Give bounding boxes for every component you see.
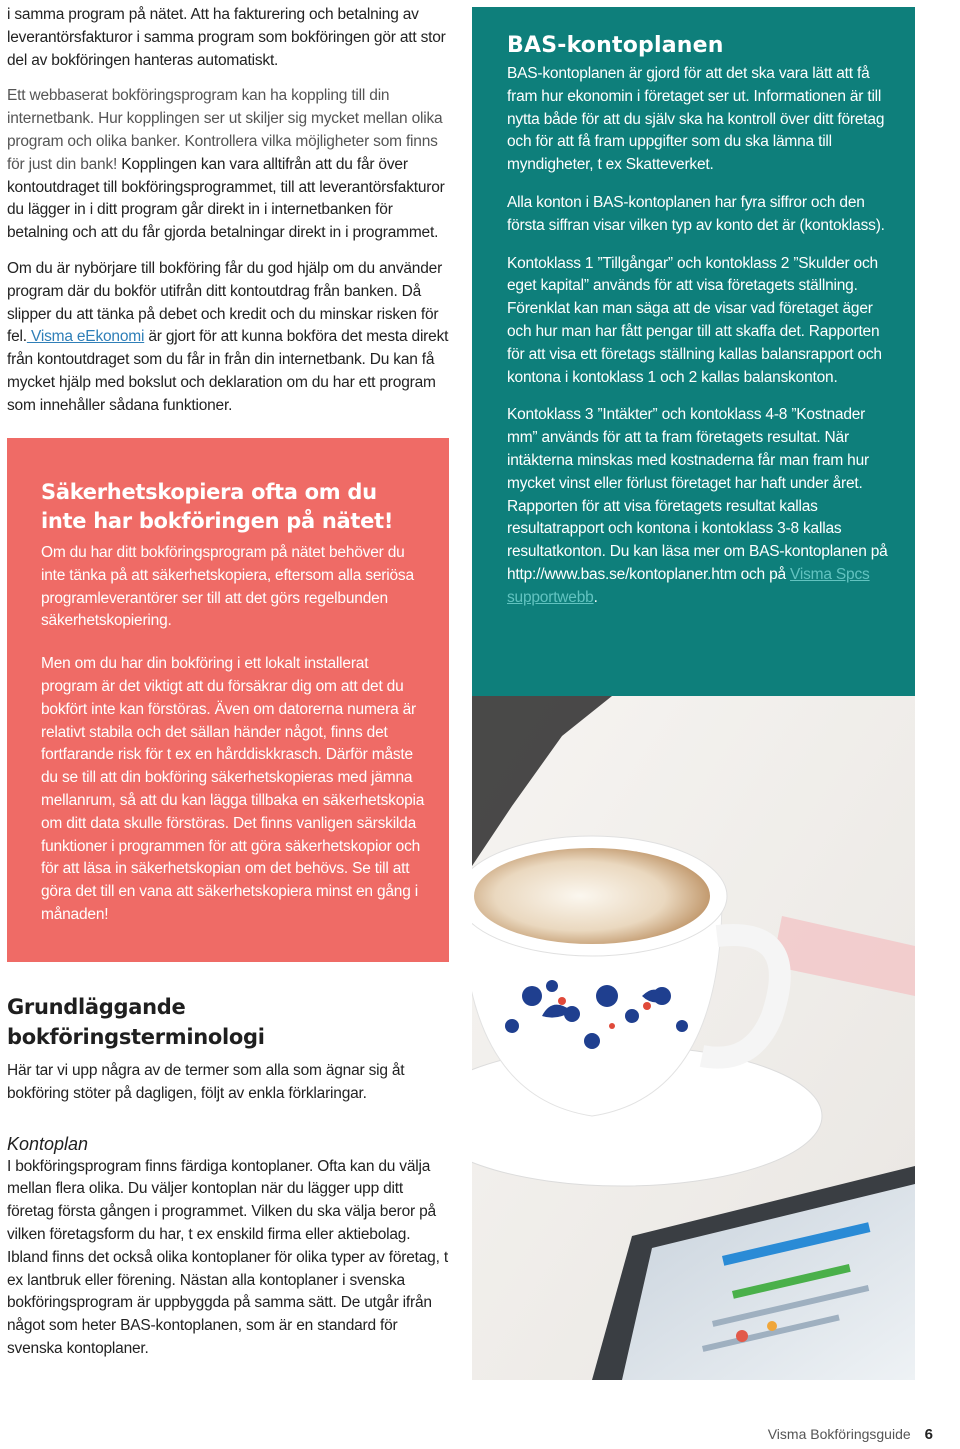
bas-paragraph-4 [507, 404, 892, 609]
intro-paragraph-2 [7, 85, 449, 245]
visma-spcs-support-link[interactable]: Visma Spcs supportwebb [507, 565, 870, 606]
bas-paragraph-3: Kontoklass 1 ”Tillgångar” och kontoklass 2 ”Skulder och eget kapital” används för att visa företagets ställning. Förenklat kan man säga att de visar vad företaget äger och hur man har fått pengar till att skaffa det. Rapporten för att visa ett företags ställning kallas balansrapport och kontona i kontoklass 1 och 2 kallas balanskonton. [507, 254, 882, 386]
bas-title: BAS-kontoplanen [507, 33, 724, 58]
terminology-intro: Här tar vi upp några av de termer som alla som ägnar sig åt bokföring stöter på dagligen, följt av enkla förklaringar. [7, 1062, 405, 1102]
intro-paragraph-3-rest: är gjort för att kunna bokföra det mesta direkt från kontoutdraget som du får in från din internetbank. Du kan få mycket hjälp med bokslut och deklaration om du har ett program som innehåller sådana funktioner. [7, 328, 449, 414]
bas-paragraph-1-rest: Informationen är till nytta både för att du själv ska ha kontroll över ditt företag och för att få fram uppgifter som du ska lämna till myndigheter, t ex Skatteverket. [507, 87, 885, 174]
bas-kontoplanen-box [472, 7, 915, 696]
intro-paragraph-2-rest: Kopplingen kan vara alltifrån att du får över kontoutdraget till bokföringsprogrammet, till att leverantörsfakturor du lägger in i ditt program går direkt in i internetbanken för betalning och att du får gjorda betalningar direkt in i programmet. [7, 155, 445, 242]
intro-section [7, 4, 449, 431]
page-number: 6 [924, 1426, 933, 1443]
terminology-title: Grundläggande bokföringsterminologi [7, 995, 265, 1049]
bas-paragraph-4-end: . [593, 588, 598, 606]
kontoplan-text: I bokföringsprogram finns färdiga kontoplaner. Ofta kan du välja mellan flera olika. Du väljer kontoplan när du lägger upp ditt företag första gången i programmet. Vilken du ska välja beror på vilken företagsform du har, t ex enskild firma eller aktiebolag. Ibland finns det också olika kontoplaner för olika typer av företag, t ex lantbruk eller förening. Nästan alla kontoplaner i svenska bokföringsprogram är uppbyggda på samma sätt. De utgår ifrån något som heter BAS-kontoplanen, som är en standard för svenska kontoplaner. [7, 1157, 448, 1357]
backup-callout-box [7, 438, 449, 962]
coffee-tablet-photo [472, 696, 915, 1380]
bas-paragraph-4-text: Kontoklass 3 ”Intäkter” och kontoklass 4-8 ”Kostnader mm” används för att ta fram företagets resultat. När intäkterna minskas med kostnaderna får man fram hur mycket vinst eller förlust företaget har haft under året. Rapporten för att visa företagets resultat kallas resultatrapport och kontona i kontoklass 3-8 kallas resultatkonton. Du kan läsa mer om BAS-kontoplanen på http://www.bas.se/kontoplaner.htm och på [507, 406, 888, 583]
backup-title: Säkerhetskopiera ofta om du inte har bokföringen på nätet! [41, 480, 394, 533]
visma-eekonomi-link[interactable]: Visma eEkonomi [26, 328, 145, 346]
bas-paragraph-1-lead: BAS-kontoplanen är gjord för att det ska vara lätt att få fram hur ekonomin i företaget ser ut. [507, 65, 870, 105]
backup-paragraph-2: Men om du har din bokföring i ett lokalt installerat program är det viktigt att du försäkrar dig om att det du bokfört inte kan förstöras. Även om datorerna numera är relativt stabila och det sällan händer något, finns det fortfarande risk för t ex en hårddiskkrasch. Därför måste du se till att din bokföring säkerhetskopieras med jämna mellanrum, så att du kan lägga tillbaka en säkerhetskopia om ditt data skulle förstöras. Det finns vanligen särskilda funktioner i programmen för att göra säkerhetskopior och för att läsa in säkerhetskopian om det behövs. Se till att göra det till en vana att säkerhetskopiera minst en gång i månaden! [41, 655, 425, 923]
coffee-foam [474, 848, 710, 944]
kontoplan-heading: Kontoplan [7, 1133, 89, 1154]
intro-paragraph-3 [7, 258, 449, 418]
footer-title: Visma Bokföringsguide [767, 1426, 911, 1442]
bas-paragraph-1 [507, 63, 892, 177]
terminology-section [7, 992, 449, 1361]
intro-paragraph-2-lead: Ett webbaserat bokföringsprogram kan ha koppling till din internetbank. Hur kopplingen ser ut skiljer sig mycket mellan olika program och olika banker. Kontrollera vilka möjligheter som finns för just din bank! [7, 87, 443, 173]
backup-paragraph-1: Om du har ditt bokföringsprogram på nätet behöver du inte tänka på att säkerhetskopiera, eftersom alla seriösa programleverantörer ser till att det görs regelbunden säkerhetskopiering. [41, 544, 414, 630]
page-footer [768, 1426, 933, 1448]
intro-paragraph-1: i samma program på nätet. Att ha fakturering och betalning av leverantörsfakturor i samma program som bokföringen gör att stor del av bokföringen hanteras automatiskt. [7, 6, 446, 69]
intro-paragraph-3-lead: Om du är nybörjare till bokföring får du god hjälp om du använder program där du bokför utifrån ditt kontoutdrag från banken. Då slipper du att tänka på debet och kredit och du minskar risken för fel. [7, 259, 443, 346]
bas-paragraph-2: Alla konton i BAS-kontoplanen har fyra siffror och den första siffran visar vilken typ av konto det är (kontoklass). [507, 193, 885, 234]
photo-illustration [472, 696, 915, 1380]
